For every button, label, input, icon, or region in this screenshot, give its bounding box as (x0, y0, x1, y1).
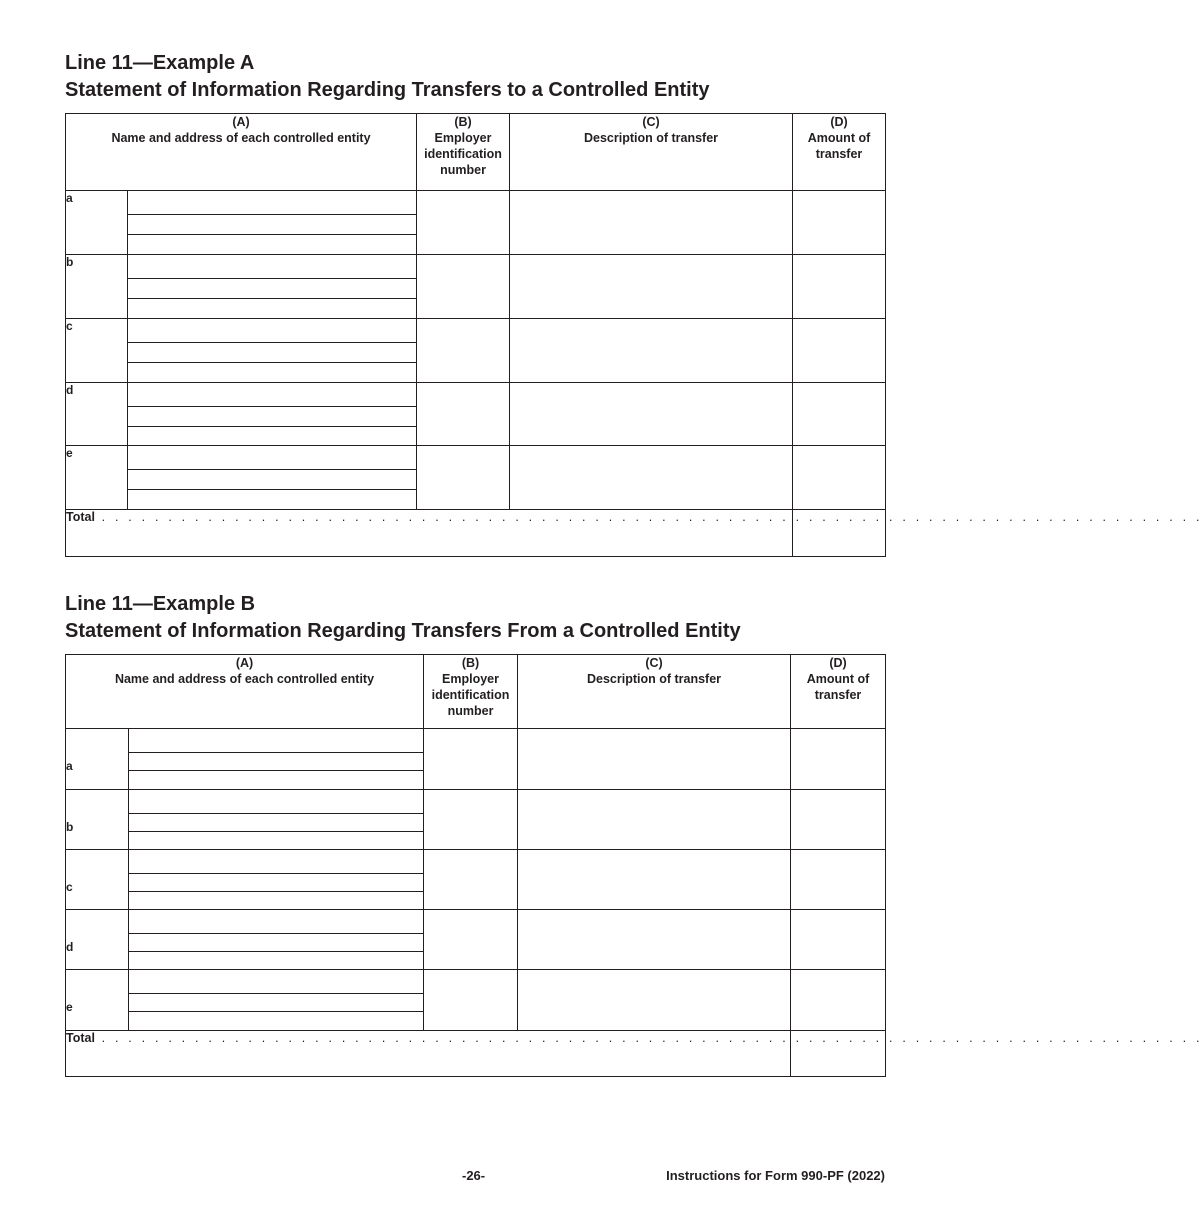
row-letter: d (66, 910, 129, 970)
address-line[interactable] (128, 319, 416, 343)
address-line[interactable] (128, 383, 416, 407)
total-label-cell (66, 1031, 1203, 1077)
example-a-title-line1: Line 11—Example A (65, 52, 255, 74)
table-row (66, 850, 886, 910)
table-row (66, 910, 886, 970)
column-a-code: (A) (235, 656, 254, 670)
name-address-cell[interactable] (129, 790, 424, 850)
example-b-heading (65, 591, 741, 645)
address-line[interactable] (129, 910, 423, 934)
table-row (66, 255, 886, 319)
table-row (66, 446, 886, 510)
amount-cell[interactable] (791, 910, 886, 970)
row-letter: d (66, 383, 128, 446)
column-b-header (424, 655, 518, 729)
column-b-label: Employer (442, 672, 499, 686)
column-a-header (66, 655, 424, 729)
description-cell[interactable] (518, 790, 791, 850)
address-line[interactable] (128, 446, 416, 470)
name-address-cell[interactable] (128, 319, 417, 383)
address-line[interactable] (128, 407, 416, 427)
column-b-label: identification (424, 147, 502, 161)
table-row (66, 790, 886, 850)
column-b-label: Employer (434, 131, 492, 145)
total-row (66, 510, 886, 557)
column-d-label: transfer (815, 147, 863, 161)
example-b-table (65, 654, 1203, 1077)
description-cell[interactable] (518, 850, 791, 910)
ein-cell[interactable] (424, 910, 518, 970)
address-line[interactable] (129, 729, 423, 753)
ein-cell[interactable] (417, 383, 510, 446)
ein-cell[interactable] (417, 191, 510, 255)
amount-cell[interactable] (791, 729, 886, 790)
column-c-label: Description of transfer (583, 131, 719, 145)
column-d-label: transfer (814, 688, 862, 702)
ein-cell[interactable] (424, 729, 518, 790)
amount-cell[interactable] (793, 191, 886, 255)
row-letter: e (66, 446, 128, 510)
column-b-header (417, 114, 510, 191)
address-line[interactable] (129, 850, 423, 874)
column-b-label: number (440, 163, 486, 177)
address-line[interactable] (129, 874, 423, 892)
name-address-cell[interactable] (128, 446, 417, 510)
address-line[interactable] (128, 343, 416, 363)
amount-cell[interactable] (791, 970, 886, 1031)
table-row (66, 319, 886, 383)
address-line[interactable] (128, 470, 416, 490)
amount-cell[interactable] (791, 850, 886, 910)
description-cell[interactable] (510, 446, 793, 510)
row-letter: c (66, 850, 129, 910)
ein-cell[interactable] (424, 850, 518, 910)
ein-cell[interactable] (417, 319, 510, 383)
column-c-header (518, 655, 791, 729)
table-row (66, 383, 886, 446)
ein-cell[interactable] (424, 790, 518, 850)
amount-cell[interactable] (791, 790, 886, 850)
example-a-heading (65, 50, 710, 104)
column-d-code: (D) (830, 115, 848, 129)
address-line[interactable] (128, 191, 416, 215)
ein-cell[interactable] (417, 446, 510, 510)
row-letter: b (66, 790, 129, 850)
row-letter: c (66, 319, 128, 383)
description-cell[interactable] (510, 383, 793, 446)
address-line[interactable] (129, 814, 423, 832)
total-row (66, 1031, 886, 1077)
ein-cell[interactable] (417, 255, 510, 319)
name-address-cell[interactable] (129, 910, 424, 970)
address-line[interactable] (128, 279, 416, 299)
address-line[interactable] (129, 790, 423, 814)
address-line[interactable] (129, 970, 423, 994)
example-b-title-line2: Statement of Information Regarding Transfers From a Controlled Entity (65, 620, 741, 642)
page-number: -26- (462, 1168, 486, 1183)
amount-cell[interactable] (793, 446, 886, 510)
row-letter: a (66, 729, 129, 790)
column-d-header (793, 114, 886, 191)
amount-cell[interactable] (793, 383, 886, 446)
example-b-title-line1: Line 11—Example B (65, 593, 256, 615)
address-line[interactable] (129, 753, 423, 771)
column-a-header (66, 114, 417, 191)
column-d-code: (D) (829, 656, 847, 670)
address-line[interactable] (129, 934, 423, 952)
table-header-row (66, 655, 886, 729)
column-c-label: Description of transfer (586, 672, 722, 686)
description-cell[interactable] (510, 191, 793, 255)
column-a-label: Name and address of each controlled entity (114, 672, 375, 686)
leader-dots: . . . . . . . . . . . . . . . . . . . . . . . . . . . . . . . . . . . . . . . . . . . . . . . . . . . . . . . . . . . . . . . . . . . . . . . . . . . . . . . . . . . (94, 510, 1203, 524)
leader-dots: . . . . . . . . . . . . . . . . . . . . . . . . . . . . . . . . . . . . . . . . . . . . . . . . . . . . . . . . . . . . . . . . . . . . . . . . . . . . . . . . . . . (94, 1031, 1203, 1045)
column-a-label: Name and address of each controlled entity (111, 131, 371, 145)
table-row (66, 970, 886, 1031)
column-d-label: Amount of (806, 672, 870, 686)
row-letter: a (66, 191, 128, 255)
description-cell[interactable] (518, 910, 791, 970)
name-address-cell[interactable] (128, 191, 417, 255)
address-line[interactable] (128, 215, 416, 235)
name-address-cell[interactable] (129, 850, 424, 910)
column-b-code: (B) (461, 656, 480, 670)
row-letter: e (66, 970, 129, 1031)
amount-cell[interactable] (793, 255, 886, 319)
description-cell[interactable] (510, 255, 793, 319)
row-letter: b (66, 255, 128, 319)
name-address-cell[interactable] (129, 970, 424, 1031)
column-b-code: (B) (454, 115, 472, 129)
total-label-cell (66, 510, 1203, 557)
name-address-cell[interactable] (128, 383, 417, 446)
column-b-label: identification (431, 688, 510, 702)
address-line[interactable] (128, 255, 416, 279)
example-a-title-line2: Statement of Information Regarding Transfers to a Controlled Entity (65, 79, 710, 101)
description-cell[interactable] (518, 970, 791, 1031)
address-line[interactable] (129, 994, 423, 1012)
column-c-code: (C) (642, 115, 660, 129)
example-a-table (65, 113, 1203, 557)
column-c-code: (C) (645, 656, 663, 670)
form-title-footer: Instructions for Form 990-PF (2022) (666, 1168, 885, 1183)
table-row (66, 729, 886, 790)
name-address-cell[interactable] (129, 729, 424, 790)
ein-cell[interactable] (424, 970, 518, 1031)
column-d-label: Amount of (807, 131, 871, 145)
name-address-cell[interactable] (128, 255, 417, 319)
column-b-label: number (447, 704, 494, 718)
total-label: Total (66, 1031, 95, 1045)
table-header-row (66, 114, 886, 191)
amount-cell[interactable] (793, 319, 886, 383)
column-a-code: (A) (232, 115, 250, 129)
table-row (66, 191, 886, 255)
total-label: Total (66, 510, 95, 524)
column-d-header (791, 655, 886, 729)
description-cell[interactable] (518, 729, 791, 790)
description-cell[interactable] (510, 319, 793, 383)
column-c-header (510, 114, 793, 191)
